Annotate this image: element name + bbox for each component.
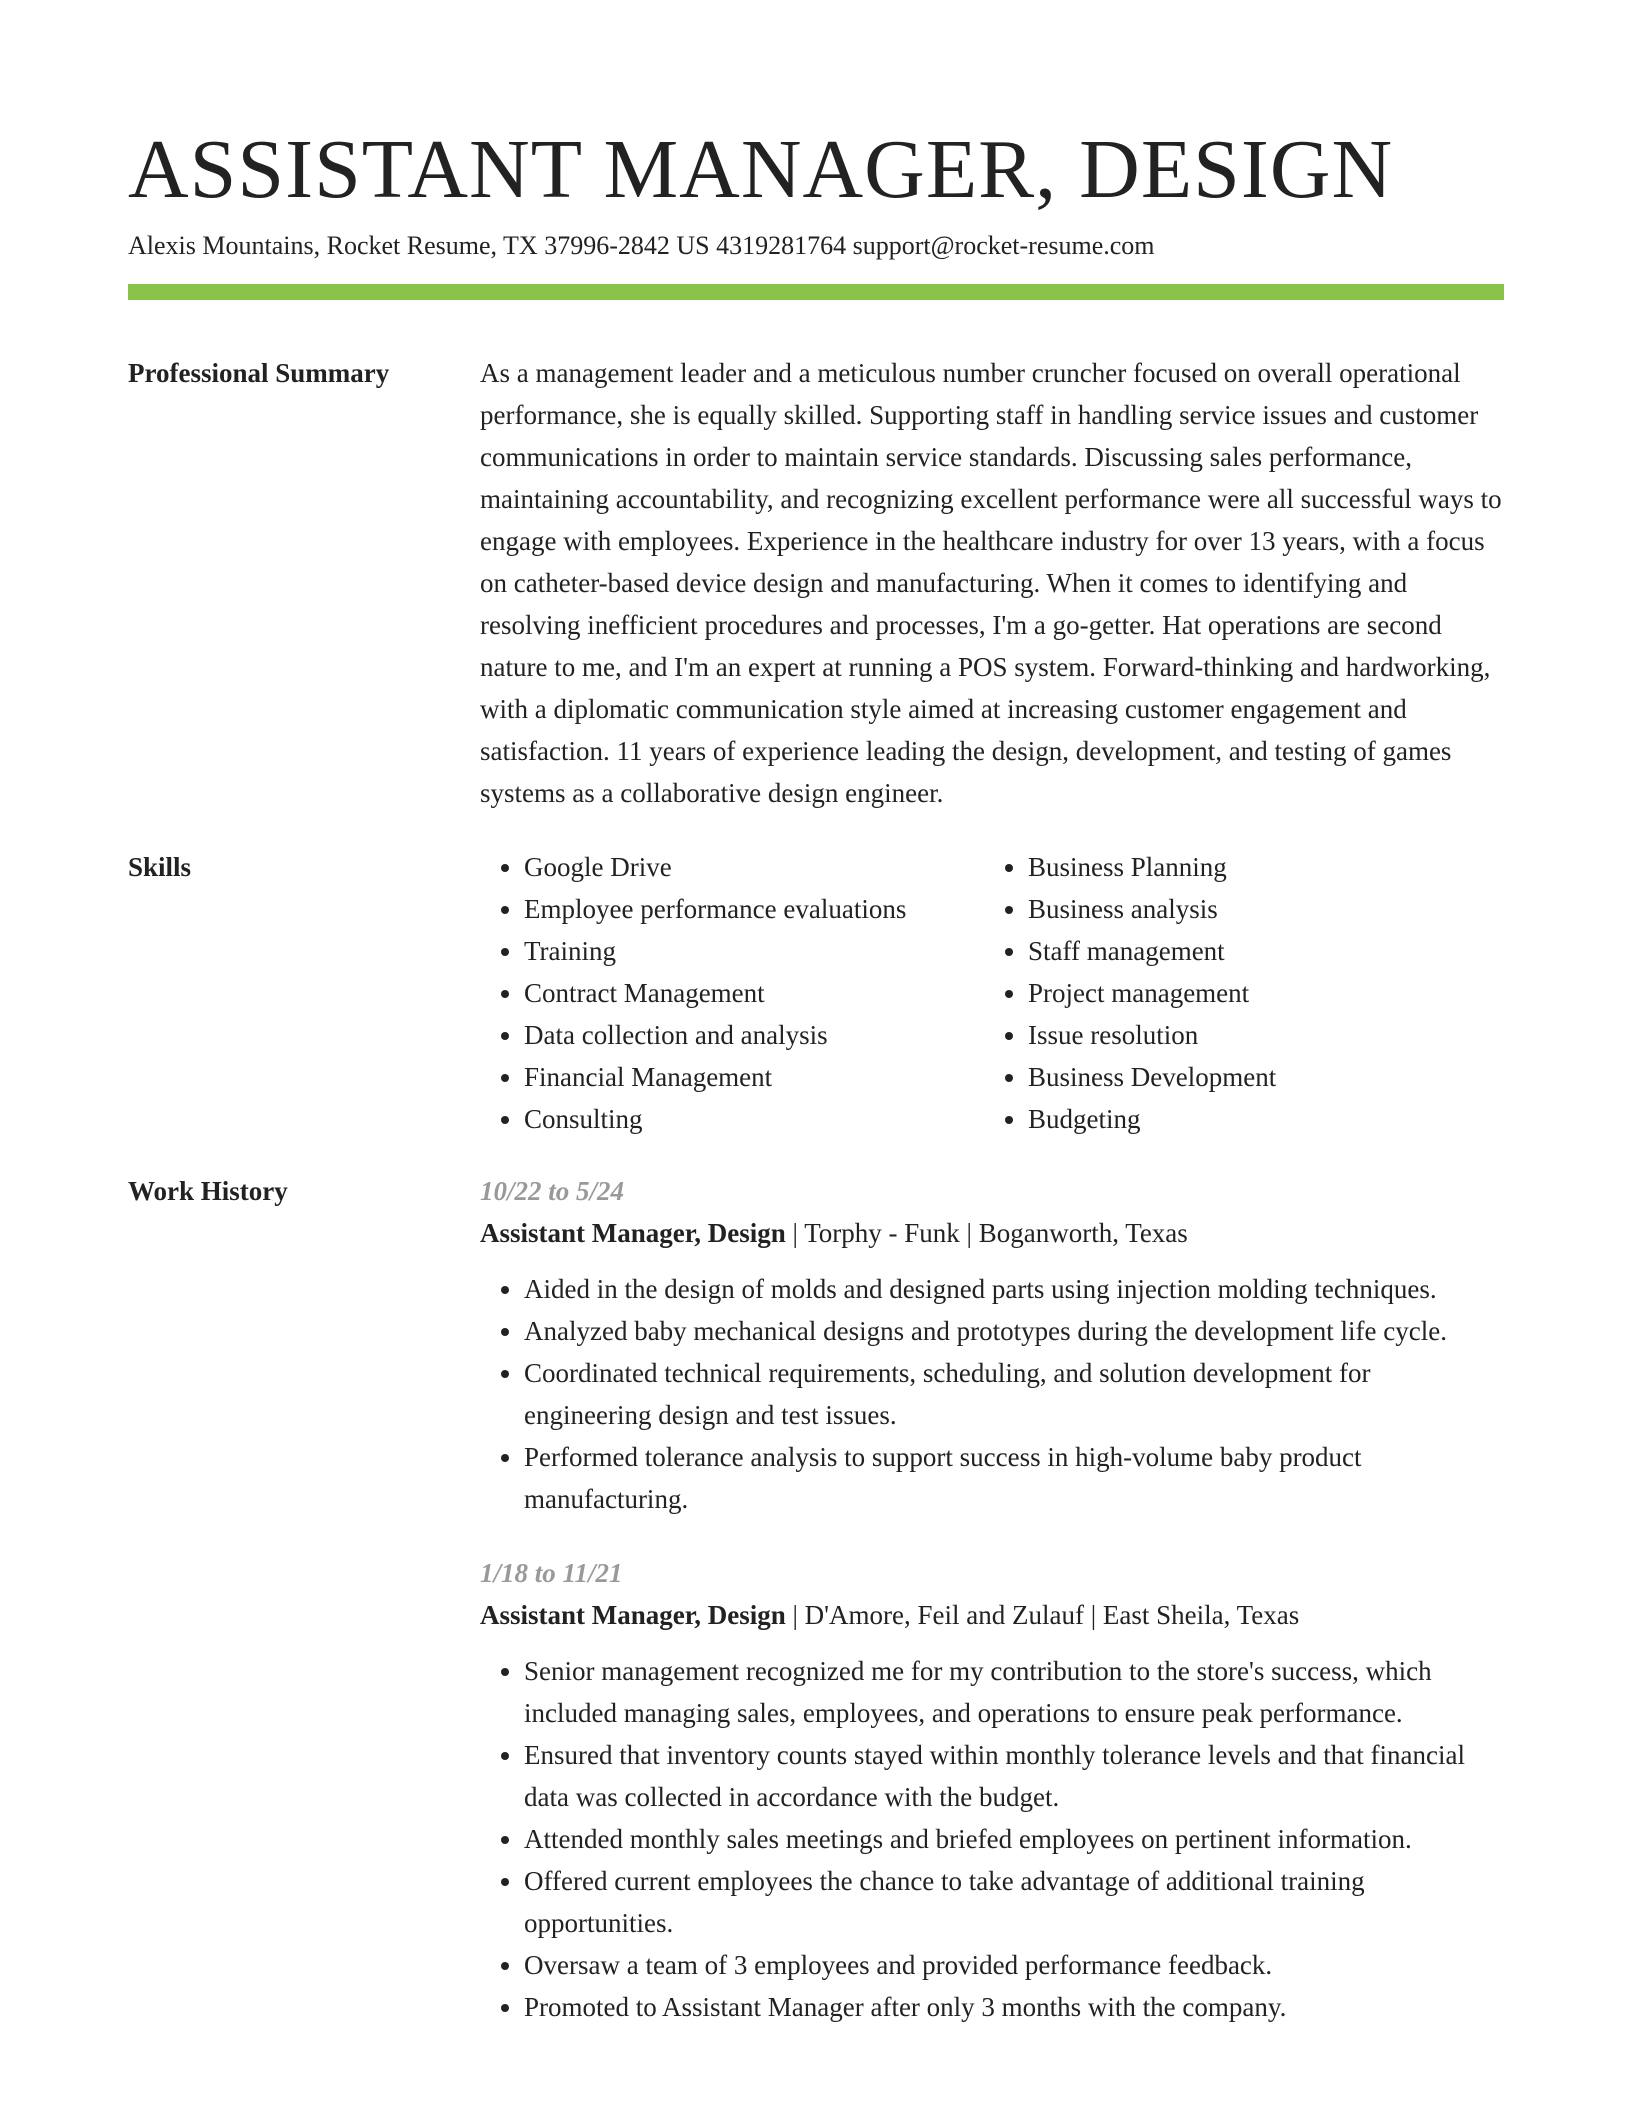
skill-item: • Training (524, 930, 984, 972)
work-history-body (480, 1170, 1504, 2060)
resume-name-heading: ASSISTANT MANAGER, DESIGN (128, 123, 1394, 216)
summary-section (128, 352, 1504, 814)
header-accent-rule (128, 284, 1504, 300)
work-history-section (128, 1170, 1504, 2060)
summary-label: Professional Summary (128, 358, 390, 388)
skill-item: • Project management (1028, 972, 1488, 1014)
job-title-line (480, 1594, 1504, 1636)
skill-item: • Business analysis (1028, 888, 1488, 930)
work-history-label: Work History (128, 1176, 288, 1206)
job-bullet: • Analyzed baby mechanical designs and prototypes during the development life cycle. (524, 1310, 1504, 1352)
job-employer-location: | Torphy - Funk | Boganworth, Texas (785, 1218, 1188, 1248)
job-bullet: • Senior management recognized me for my contribution to the store's success, which included managing sales, employees, and operations to ensure peak performance. (524, 1650, 1504, 1734)
skill-item: • Budgeting (1028, 1098, 1488, 1140)
skill-item: • Issue resolution (1028, 1014, 1488, 1056)
skill-item: • Google Drive (524, 846, 984, 888)
job-bullet: • Attended monthly sales meetings and briefed employees on pertinent information. (524, 1818, 1504, 1860)
job-employer-location: | D'Amore, Feil and Zulauf | East Sheila, Texas (785, 1600, 1300, 1630)
job-dates: 1/18 to 11/21 (480, 1558, 623, 1588)
job-title: Assistant Manager, Design (480, 1218, 786, 1248)
skill-item: • Employee performance evaluations (524, 888, 984, 930)
skills-grid (480, 846, 1504, 1140)
job-bullet: • Offered current employees the chance to take advantage of additional training opportunities. (524, 1860, 1504, 1944)
job-bullet: • Performed tolerance analysis to support success in high-volume baby product manufacturing. (524, 1436, 1504, 1520)
job-title-line (480, 1212, 1504, 1254)
job-bullet-list (480, 1268, 1504, 1520)
skill-item: • Contract Management (524, 972, 984, 1014)
job-bullet: • Coordinated technical requirements, scheduling, and solution development for engineering design and test issues. (524, 1352, 1504, 1436)
skill-item: • Business Planning (1028, 846, 1488, 888)
contact-info: Alexis Mountains, Rocket Resume, TX 37996-2842 US 4319281764 support@rocket-resume.com (128, 231, 1155, 260)
skill-item: • Financial Management (524, 1056, 984, 1098)
job-entry (480, 1170, 1504, 1520)
skills-list-right (984, 846, 1488, 1140)
summary-body (480, 352, 1504, 814)
job-bullet-list (480, 1650, 1504, 2028)
summary-text: As a management leader and a meticulous number cruncher focused on overall operational performance, she is equally skilled. Supporting staff in handling service issues and customer communications in order to maintain service standards. Discussing sales performance, maintaining accountability, and recognizing excellent performance were all successful ways to engage with employees. Experience in the healthcare industry for over 13 years, with a focus on catheter-based device design and manufacturing. When it comes to identifying and resolving inefficient procedures and processes, I'm a go-getter. Hat operations are second nature to me, and I'm an expert at running a POS system. Forward-thinking and hardworking, with a diplomatic communication style aimed at increasing customer engagement and satisfaction. 11 years of experience leading the design, development, and testing of games systems as a collaborative design engineer. (480, 358, 1502, 808)
skill-item: • Staff management (1028, 930, 1488, 972)
job-bullet: • Promoted to Assistant Manager after only 3 months with the company. (524, 1986, 1504, 2028)
skills-list-left (480, 846, 984, 1140)
job-entry (480, 1552, 1504, 2028)
skills-section (128, 846, 1504, 1140)
job-bullet: • Aided in the design of molds and designed parts using injection molding techniques. (524, 1268, 1504, 1310)
job-bullet: • Oversaw a team of 3 employees and provided performance feedback. (524, 1944, 1504, 1986)
skill-item: • Data collection and analysis (524, 1014, 984, 1056)
job-bullet: • Ensured that inventory counts stayed within monthly tolerance levels and that financial data was collected in accordance with the budget. (524, 1734, 1504, 1818)
resume-page (128, 120, 1504, 2060)
skill-item: • Consulting (524, 1098, 984, 1140)
job-title: Assistant Manager, Design (480, 1600, 786, 1630)
job-dates: 10/22 to 5/24 (480, 1176, 625, 1206)
skills-label: Skills (128, 852, 192, 882)
skill-item: • Business Development (1028, 1056, 1488, 1098)
